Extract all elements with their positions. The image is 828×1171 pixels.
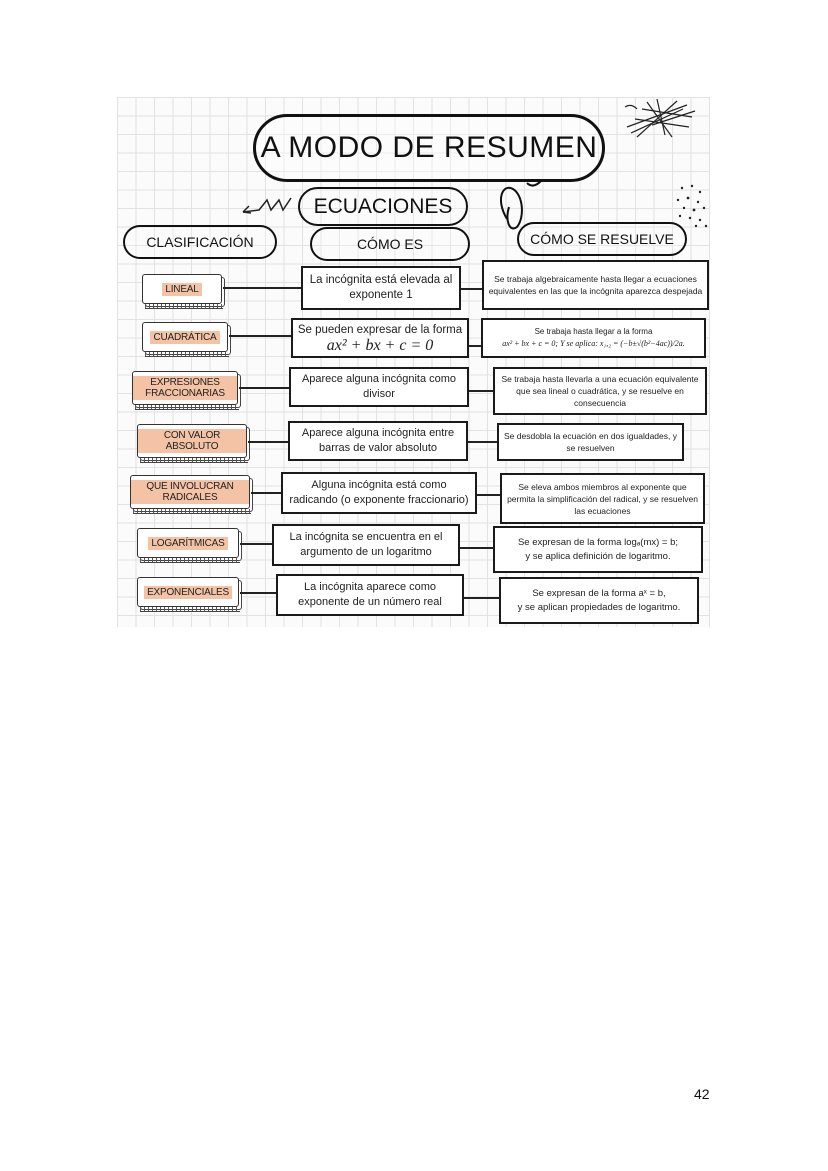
connector [240, 543, 274, 545]
connector [461, 288, 483, 290]
sol-logaritmicas: Se expresan de la forma logₐ(mx) = b; y se aplica definición de logaritmo. [493, 526, 703, 573]
connector [251, 492, 283, 494]
scribble-decoration-icon [617, 97, 697, 142]
desc-cuadratica: Se pueden expresar de la forma ax² + bx + c = 0 [291, 318, 469, 358]
desc-logaritmicas: La incógnita se encuentra en el argumento de un logaritmo [272, 524, 460, 566]
connector [468, 441, 498, 443]
desc-valor-absoluto: Aparece alguna incógnita entre barras de valor absoluto [288, 421, 468, 461]
page-title: A MODO DE RESUMEN [253, 114, 605, 182]
connector [477, 494, 502, 496]
label-exponenciales: EXPONENCIALES [137, 577, 239, 607]
label-radicales: QUE INVOLUCRAN RADICALES [130, 475, 250, 509]
summary-image [117, 97, 710, 627]
connector [223, 287, 303, 289]
sol-radicales: Se eleva ambos miembros al exponente que permita la simplificación del radical, y se resuelven las ecuaciones [500, 473, 705, 524]
label-expresiones-fraccionarias: EXPRESIONES FRACCIONARIAS [132, 371, 238, 405]
connector [248, 441, 290, 443]
desc-lineal: La incógnita está elevada al exponente 1 [301, 266, 461, 310]
connector [460, 547, 495, 549]
connector [239, 387, 291, 389]
connector [469, 390, 495, 392]
sol-exponenciales: Se expresan de la forma aˣ = b, y se aplican propiedades de logaritmo. [499, 577, 699, 624]
desc-fraccionarias: Aparece alguna incógnita como divisor [289, 367, 469, 407]
label-valor-absoluto: CON VALOR ABSOLUTO [137, 424, 247, 458]
connector [229, 335, 293, 337]
subtitle-ecuaciones: ECUACIONES [298, 187, 468, 226]
sol-lineal: Se trabaja algebraicamente hasta llegar a ecuaciones equivalentes en las que la incógnita aparezca despejada [482, 260, 709, 310]
sol-cuadratica: Se trabaja hasta llegar a la forma ax² + bx + c = 0; Y se aplica: x₁,₂ = (−b±√(b²−4ac))/2a. [481, 318, 706, 358]
sol-fraccionarias: Se trabaja hasta llevarla a una ecuación equivalente que sea lineal o cuadrática, y se resuelve en consecuencia [493, 367, 707, 415]
label-cuadratica: CUADRÁTICA [142, 322, 228, 352]
header-como-se-resuelve: CÓMO SE RESUELVE [517, 222, 687, 256]
connector [464, 597, 499, 599]
desc-radicales: Alguna incógnita está como radicando (o exponente fraccionario) [281, 472, 477, 514]
label-logaritmicas: LOGARÍTMICAS [137, 528, 239, 558]
desc-exponenciales: La incógnita aparece como exponente de un número real [276, 574, 464, 616]
zigzag-arrow-icon [235, 192, 295, 216]
connector [240, 592, 278, 594]
label-lineal: LINEAL [142, 274, 222, 304]
header-clasificacion: CLASIFICACIÓN [123, 225, 277, 259]
page-number: 42 [694, 1086, 710, 1102]
sol-valor-absoluto: Se desdobla la ecuación en dos igualdades, y se resuelven [497, 423, 684, 461]
header-como-es: CÓMO ES [310, 227, 470, 261]
